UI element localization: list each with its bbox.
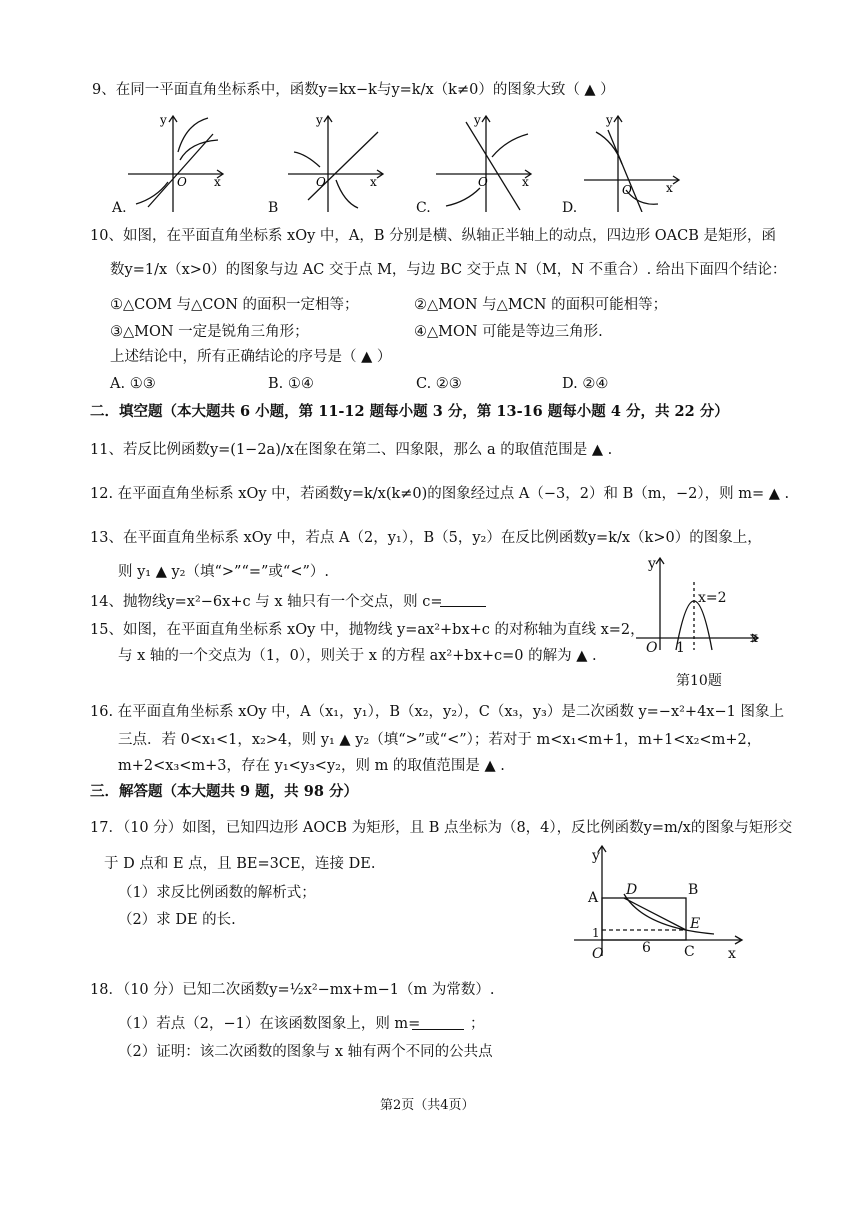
q9-option-d: D. <box>562 200 578 216</box>
q10-option-d: D. ②④ <box>562 376 609 392</box>
q9-graph-a <box>128 112 228 212</box>
fig17-point-c: C <box>684 944 695 960</box>
q16-line2: 三点．若 0<x₁<1，x₂>4，则 y₁ ▲ y₂（填“>”或“<”）；若对于 m<x₁<m+1，m+1<x₂<m+2， <box>118 732 762 748</box>
svg-text:x: x <box>522 175 529 189</box>
fig17-y-label: y <box>592 848 600 864</box>
q18-part1: （1）若点（2，−1）在该函数图象上，则 m= <box>118 1016 421 1032</box>
q9-option-a: A. <box>112 200 127 216</box>
q10-option-c: C. ②③ <box>416 376 462 392</box>
q11: 11、若反比例函数y=(1−2a)/x在图象在第二、四象限，那么 a 的取值范围是 ▲ . <box>90 442 613 458</box>
svg-text:O: O <box>478 175 488 189</box>
fig15-x-label: x <box>750 630 758 646</box>
fig17-six: 6 <box>642 940 651 956</box>
svg-text:y: y <box>606 113 613 127</box>
q9-graph-d <box>584 112 684 212</box>
q9-graph-c <box>436 112 536 212</box>
q13-line1: 13、在平面直角坐标系 xOy 中，若点 A（2，y₁），B（5，y₂）在反比例函数y=k/x（k>0）的图象上， <box>90 530 762 546</box>
fig15-axis-label: x=2 <box>698 590 727 606</box>
fig17-point-e: E <box>690 916 701 932</box>
q12: 12. 在平面直角坐标系 xOy 中，若函数y=k/x(k≠0)的图象经过点 A（−3，2）和 B（m，−2），则 m= ▲ . <box>90 486 790 502</box>
fig15-origin: O <box>646 640 658 656</box>
q10-option-a: A. ①③ <box>110 376 156 392</box>
q17-line2: 于 D 点和 E 点，且 BE=3CE，连接 DE. <box>104 856 376 872</box>
section-3-heading: 三．解答题（本大题共 9 题，共 98 分） <box>90 783 358 800</box>
svg-text:x: x <box>214 175 221 189</box>
fig17-point-a: A <box>588 890 599 906</box>
svg-text:O: O <box>622 183 632 197</box>
svg-text:x: x <box>370 175 377 189</box>
svg-text:O: O <box>177 175 187 189</box>
q9-stem: 9、在同一平面直角坐标系中，函数y=kx−k与y=k/x（k≠0）的图象大致（ ▲ ） <box>92 82 615 98</box>
fig15-caption: 第10题 <box>676 673 722 689</box>
svg-text:O: O <box>316 175 326 189</box>
fig17-point-b: B <box>688 882 699 898</box>
q10-conclusion-1: ①△COM 与△CON 的面积一定相等； <box>110 297 359 313</box>
q9-option-b: B <box>268 200 279 216</box>
q17-line1: 17．（10 分）如图，已知四边形 AOCB 为矩形，且 B 点坐标为（8，4），反比例函数y=m/x的图象与矩形交 <box>90 820 793 836</box>
fig17-point-d: D <box>626 882 638 898</box>
svg-text:y: y <box>160 113 167 127</box>
q10-option-b: B. ①④ <box>268 376 314 392</box>
svg-text:y: y <box>474 113 481 127</box>
fig15-y-label: y <box>648 556 656 572</box>
q14-answer-blank <box>440 606 486 607</box>
page-footer: 第2页（共4页） <box>380 1098 475 1113</box>
q10-line1: 10、如图，在平面直角坐标系 xOy 中，A，B 分别是横、纵轴正半轴上的动点，四边形 OACB 是矩形，函 <box>90 228 776 244</box>
q18-answer-blank <box>412 1029 464 1030</box>
q15-line1: 15、如图，在平面直角坐标系 xOy 中，抛物线 y=ax²+bx+c 的对称轴为直线 x=2， <box>90 622 645 638</box>
svg-text:x: x <box>666 181 673 195</box>
q14: 14、抛物线y=x²−6x+c 与 x 轴只有一个交点，则 c= <box>90 594 443 610</box>
fig15-one: 1 <box>676 640 685 656</box>
q10-line2: 数y=1/x（x>0）的图象与边 AC 交于点 M，与边 BC 交于点 N（M，N 不重合）. 给出下面四个结论： <box>110 262 787 278</box>
fig17-origin: O <box>592 946 604 962</box>
q10-conclusion-4: ④△MON 可能是等边三角形. <box>414 324 603 340</box>
section-2-heading: 二．填空题（本大题共 6 小题，第 11-12 题每小题 3 分，第 13-16 题每小题 4 分，共 22 分） <box>90 403 729 420</box>
q17-part2: （2）求 DE 的长. <box>118 912 236 928</box>
q10-ask: 上述结论中，所有正确结论的序号是（ ▲ ） <box>110 349 392 365</box>
q18-line1: 18．（10 分）已知二次函数y=½x²−mx+m−1（m 为常数）. <box>90 982 495 998</box>
q15-line2: 与 x 轴的一个交点为（1，0），则关于 x 的方程 ax²+bx+c=0 的解为 ▲ . <box>118 648 597 664</box>
q10-conclusion-3: ③△MON 一定是锐角三角形； <box>110 324 309 340</box>
q9-graph-b <box>288 112 388 212</box>
q13-line2: 则 y₁ ▲ y₂（填“>”“=”或“<”）. <box>118 564 330 580</box>
q10-conclusion-2: ②△MON 与△MCN 的面积可能相等； <box>414 297 668 313</box>
fig17-one: 1 <box>592 926 600 940</box>
svg-text:y: y <box>316 113 323 127</box>
q18-part1-end: ； <box>470 1016 485 1032</box>
q16-line3: m+2<x₃<m+3，存在 y₁<y₃<y₂，则 m 的取值范围是 ▲ . <box>118 758 505 774</box>
q17-part1: （1）求反比例函数的解析式； <box>118 885 316 901</box>
q18-part2: （2）证明：该二次函数的图象与 x 轴有两个不同的公共点 <box>118 1044 493 1060</box>
fig17-x-label: x <box>728 946 736 962</box>
q9-option-c: C. <box>416 200 431 216</box>
q16-line1: 16. 在平面直角坐标系 xOy 中，A（x₁，y₁），B（x₂，y₂），C（x₃，y₃）是二次函数 y=−x²+4x−1 图象上 <box>90 704 784 720</box>
